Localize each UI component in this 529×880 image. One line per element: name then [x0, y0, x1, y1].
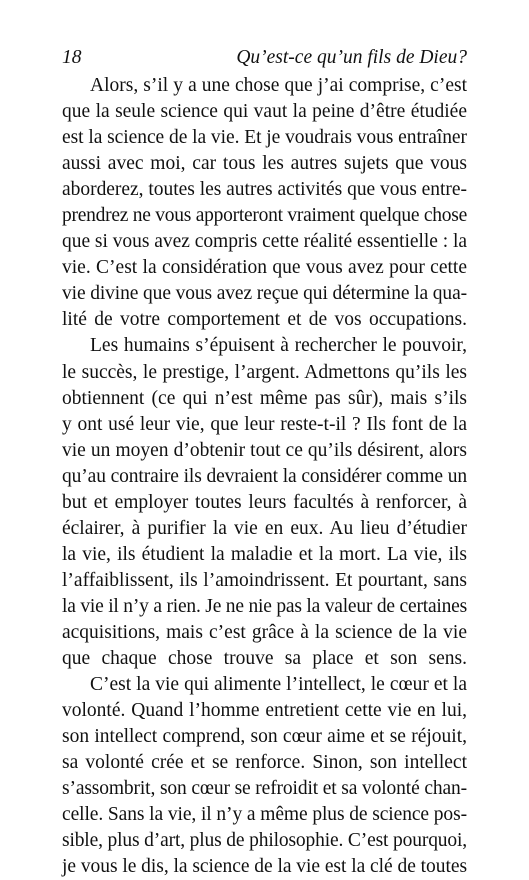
text-line: l’affaiblissent, ils l’amoindrissent. Et pourtant, sans [62, 569, 467, 591]
page-number: 18 [62, 47, 82, 68]
text-line: sible, plus d’art, plus de philosophie. C’est pourquoi, [62, 830, 467, 852]
text-line: sa volonté crée et se renforce. Sinon, son intellect [62, 752, 467, 774]
text-line: la vie il n’y a rien. Je ne nie pas la valeur de certaines [62, 595, 467, 617]
text-line: C’est la vie qui alimente l’intellect, le cœur et la [90, 674, 467, 696]
text-line: la vie, ils étudient la maladie et la mort. La vie, ils [62, 543, 467, 565]
text-line: s’assombrit, son cœur se refroidit et sa volonté chan- [62, 778, 467, 800]
text-line: que si vous avez compris cette réalité essentielle : la [62, 231, 467, 253]
text-line: acquisitions, mais c’est grâce à la science de la vie [62, 621, 467, 643]
text-line: aborderez, toutes les autres activités que vous entre- [62, 179, 467, 201]
text-line: aussi avec moi, car tous les autres sujets que vous [62, 153, 467, 175]
text-line: éclairer, à purifier la vie en eux. Au lieu d’étudier [62, 517, 467, 539]
text-line: Alors, s’il y a une chose que j’ai comprise, c’est [90, 75, 467, 96]
text-line: je vous le dis, la science de la vie est la clé de toutes [62, 856, 467, 878]
text-line: le succès, le prestige, l’argent. Admettons qu’ils les [62, 361, 467, 383]
text-line: celle. Sans la vie, il n’y a même plus de science pos- [62, 804, 467, 826]
text-line: son intellect comprend, son cœur aime et se réjouit, [62, 726, 467, 748]
page-header [62, 46, 467, 70]
text-line: obtiennent (ce qui n’est même pas sûr), mais s’ils [62, 387, 467, 409]
body-text [62, 73, 467, 880]
text-line: volonté. Quand l’homme entretient cette vie en lui, [62, 700, 467, 722]
text-line: qu’au contraire ils devraient la considérer comme un [62, 465, 467, 487]
text-line: lité de votre comportement et de vos occupations. [62, 309, 467, 331]
running-title: Qu’est-ce qu’un fils de Dieu? [236, 47, 467, 68]
text-line: vie. C’est la considération que vous avez pour cette [62, 257, 467, 279]
text-line: est la science de la vie. Et je voudrais vous entraîner [62, 127, 467, 149]
text-line: que chaque chose trouve sa place et son sens. [62, 648, 467, 670]
text-line: but et employer toutes leurs facultés à renforcer, à [62, 491, 467, 513]
text-line: y ont usé leur vie, que leur reste-t-il ? Ils font de la [62, 413, 467, 435]
text-line: prendrez ne vous apporteront vraiment quelque chose [62, 205, 467, 227]
text-line: vie un moyen d’obtenir tout ce qu’ils désirent, alors [62, 439, 467, 461]
text-line: vie divine que vous avez reçue qui détermine la qua- [62, 283, 467, 305]
text-line: que la seule science qui vaut la peine d’être étudiée [62, 101, 467, 123]
text-line: Les humains s’épuisent à rechercher le pouvoir, [90, 335, 467, 357]
